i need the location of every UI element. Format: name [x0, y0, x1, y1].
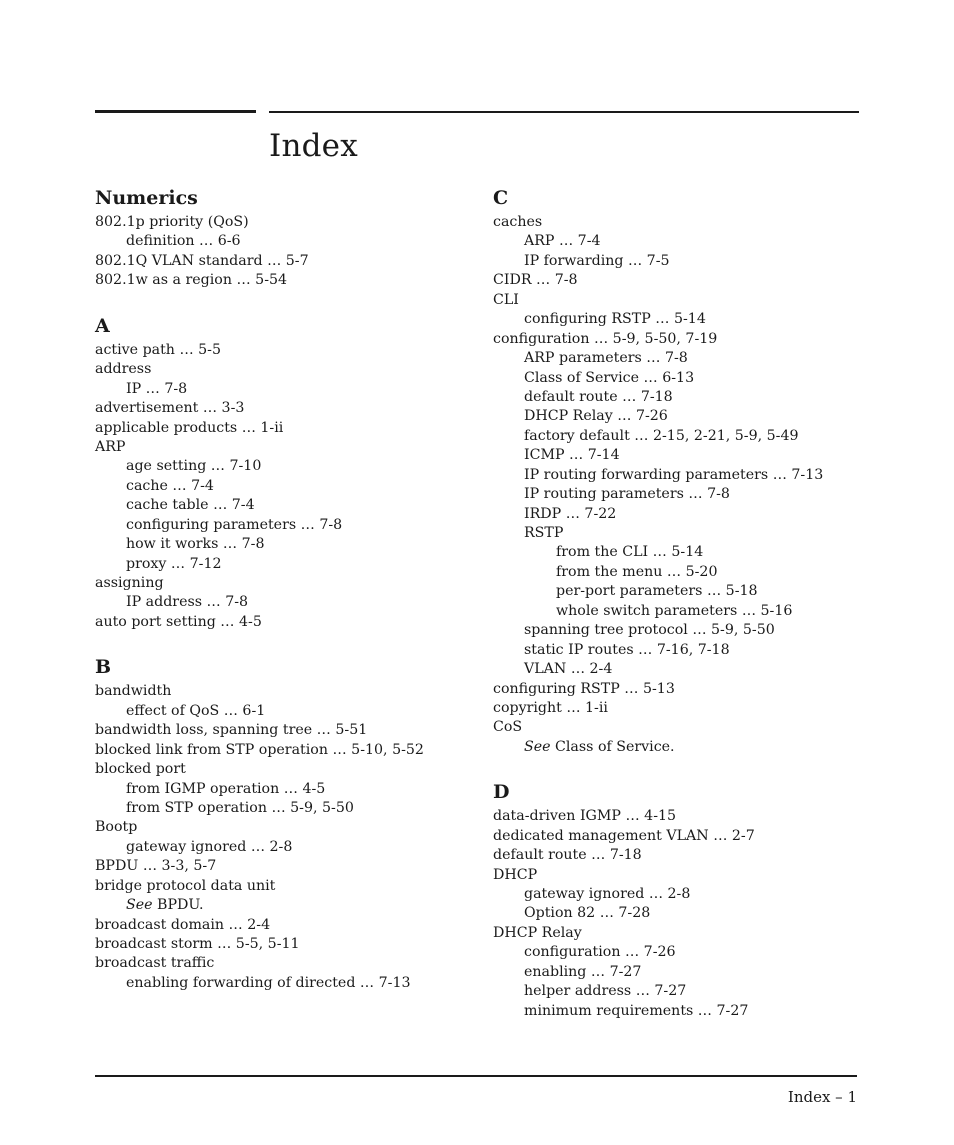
index-subentry: [493, 982, 893, 1001]
index-entry: [95, 213, 480, 232]
section-heading: C: [493, 187, 509, 209]
entry-text: CLI: [493, 291, 519, 308]
entry-text: broadcast domain … 2-4: [95, 916, 271, 933]
entry-text: IP forwarding … 7-5: [524, 252, 670, 269]
index-entry: [95, 916, 480, 935]
section-spacer: [95, 291, 480, 311]
section-heading: B: [95, 656, 112, 679]
entry-text: DHCP Relay … 7-26: [524, 408, 668, 425]
index-subentry: [493, 349, 893, 368]
index-subentry: [493, 388, 893, 407]
section-heading: A: [95, 314, 110, 337]
entry-text: minimum requirements … 7-27: [524, 1002, 749, 1019]
index-subentry: [95, 477, 480, 496]
entry-text: cache … 7-4: [126, 477, 214, 494]
index-entry: [95, 613, 480, 632]
entry-text: bridge protocol data unit: [95, 877, 276, 894]
index-subentry: [95, 232, 480, 251]
entry-text: default route … 7-18: [524, 388, 673, 405]
index-entry: [493, 291, 893, 310]
index-subentry: [493, 904, 893, 923]
header-rule-long: [269, 111, 859, 113]
index-subentry: [95, 496, 480, 515]
index-entry: [95, 574, 480, 593]
entry-text: per-port parameters … 5-18: [556, 583, 758, 600]
entry-text: enabling … 7-27: [524, 963, 642, 980]
index-entry: [95, 438, 480, 457]
entry-text: from the CLI … 5-14: [556, 544, 704, 561]
index-subentry: [493, 232, 893, 251]
index-subentry: [493, 563, 893, 582]
index-entry: [95, 252, 480, 271]
index-subentry: [493, 252, 893, 271]
entry-text: IP address … 7-8: [126, 594, 249, 611]
index-subentry: [95, 457, 480, 476]
index-entry: [95, 341, 480, 360]
section-spacer: [493, 757, 893, 777]
entry-text: configuring RSTP … 5-13: [493, 680, 675, 697]
entry-text: address: [95, 361, 152, 378]
index-subentry: [493, 369, 893, 388]
entry-text: ARP … 7-4: [524, 233, 601, 250]
section-heading: Numerics: [95, 187, 198, 209]
index-entry: [95, 935, 480, 954]
entry-text: DHCP: [493, 866, 538, 883]
entry-text: ICMP … 7-14: [524, 447, 620, 464]
entry-text: age setting … 7-10: [126, 458, 262, 475]
index-entry: [95, 721, 480, 740]
entry-text: configuring RSTP … 5-14: [524, 311, 706, 328]
page-title: Index: [269, 128, 358, 164]
index-entry: [493, 807, 893, 826]
entry-text: gateway ignored … 2-8: [524, 886, 691, 902]
section-heading: D: [493, 781, 510, 804]
entry-text: ARP: [95, 438, 126, 455]
index-entry: [493, 866, 893, 885]
entry-text: 802.1p priority (QoS): [95, 214, 249, 230]
index-subentry: [493, 885, 893, 904]
index-subentry: [493, 543, 893, 562]
entry-text: caches: [493, 214, 543, 230]
index-subentry: [493, 943, 893, 962]
index-entry: [95, 954, 480, 973]
entry-text: configuring parameters … 7-8: [126, 516, 343, 533]
index-subentry: [95, 380, 480, 399]
see-reference-label: See: [126, 897, 153, 914]
entry-text: CoS: [493, 719, 523, 736]
entry-text: bandwidth: [95, 683, 172, 700]
entry-text: Class of Service … 6-13: [524, 369, 695, 386]
entry-text: default route … 7-18: [493, 847, 642, 864]
index-subentry: [493, 524, 893, 543]
entry-text: helper address … 7-27: [524, 983, 687, 1000]
index-subentry: [493, 621, 893, 640]
index-subentry: [493, 466, 893, 485]
index-entry: [95, 857, 480, 876]
index-subentry: [493, 660, 893, 679]
index-entry: [95, 760, 480, 779]
index-subentry: [493, 738, 893, 757]
entry-text: applicable products … 1-ii: [95, 419, 284, 436]
index-entry: [493, 699, 893, 718]
entry-text: cache table … 7-4: [126, 497, 255, 514]
index-entry: [95, 360, 480, 379]
entry-text: copyright … 1-ii: [493, 699, 608, 716]
index-subentry: [493, 1002, 893, 1021]
entry-text: definition … 6-6: [126, 233, 241, 250]
entry-text: blocked link from STP operation … 5-10, 5-52: [95, 741, 424, 758]
index-subentry: [95, 780, 480, 799]
entry-text: Bootp: [95, 819, 138, 836]
entry-text: bandwidth loss, spanning tree … 5-51: [95, 722, 368, 739]
entry-text: CIDR … 7-8: [493, 272, 578, 289]
index-subentry: [493, 310, 893, 329]
index-subentry: [95, 593, 480, 612]
entry-text: from the menu … 5-20: [556, 563, 718, 580]
entry-text: static IP routes … 7-16, 7-18: [524, 641, 730, 658]
entry-text: how it works … 7-8: [126, 536, 265, 553]
section-spacer: [95, 632, 480, 652]
entry-text: configuration … 7-26: [524, 944, 676, 961]
entry-text: VLAN … 2-4: [524, 661, 613, 678]
entry-text: spanning tree protocol … 5-9, 5-50: [524, 622, 775, 639]
index-subentry: [493, 485, 893, 504]
entry-text: gateway ignored … 2-8: [126, 838, 293, 855]
index-entry: [95, 419, 480, 438]
index-entry: [493, 330, 893, 349]
entry-text: configuration … 5-9, 5-50, 7-19: [493, 330, 718, 347]
entry-text: active path … 5-5: [95, 341, 221, 358]
entry-text: auto port setting … 4-5: [95, 613, 262, 630]
entry-text: IP … 7-8: [126, 380, 188, 397]
index-subentry: [493, 641, 893, 660]
index-entry: [95, 399, 480, 418]
index-column-right: [493, 183, 893, 1021]
entry-text: whole switch parameters … 5-16: [556, 602, 793, 619]
index-entry: [493, 271, 893, 290]
index-entry: [95, 741, 480, 760]
entry-text: factory default … 2-15, 2-21, 5-9, 5-49: [524, 427, 799, 444]
index-subentry: [95, 535, 480, 554]
index-subentry: [95, 799, 480, 818]
index-subentry: [493, 963, 893, 982]
entry-text: from STP operation … 5-9, 5-50: [126, 799, 354, 816]
index-subentry: [95, 702, 480, 721]
entry-text: 802.1w as a region … 5-54: [95, 272, 288, 289]
index-subentry: [95, 516, 480, 535]
index-entry: [493, 680, 893, 699]
entry-text: broadcast storm … 5-5, 5-11: [95, 936, 300, 952]
entry-text: Option 82 … 7-28: [524, 905, 651, 922]
index-subentry: [95, 555, 480, 574]
entry-text: IP routing parameters … 7-8: [524, 486, 730, 503]
index-subentry: [95, 974, 480, 993]
entry-text: data-driven IGMP … 4-15: [493, 808, 677, 825]
index-subentry: [95, 838, 480, 857]
index-subentry: [493, 505, 893, 524]
index-entry: [95, 877, 480, 896]
footer-rule: [95, 1075, 857, 1077]
index-subentry: [493, 582, 893, 601]
index-subentry: [493, 602, 893, 621]
index-entry: [493, 846, 893, 865]
index-entry: [493, 213, 893, 232]
see-reference-label: See: [524, 738, 551, 755]
entry-text: ARP parameters … 7-8: [524, 350, 688, 367]
entry-text: from IGMP operation … 4-5: [126, 780, 326, 797]
index-subentry: [493, 446, 893, 465]
entry-text: RSTP: [524, 525, 564, 541]
entry-text: IP routing forwarding parameters … 7-13: [524, 466, 824, 483]
entry-text: advertisement … 3-3: [95, 400, 245, 417]
page-footer: Index – 1: [787, 1088, 857, 1106]
entry-text: 802.1Q VLAN standard … 5-7: [95, 252, 309, 269]
entry-text: IRDP … 7-22: [524, 505, 617, 522]
index-entry: [493, 718, 893, 737]
entry-text: Class of Service.: [555, 738, 675, 755]
index-subentry: [493, 407, 893, 426]
entry-text: effect of QoS … 6-1: [126, 702, 266, 719]
header-rule-short: [95, 110, 256, 113]
entry-text: assigning: [95, 575, 164, 591]
entry-text: dedicated management VLAN … 2-7: [493, 827, 755, 844]
entry-text: enabling forwarding of directed … 7-13: [126, 974, 411, 991]
index-column-left: [95, 183, 480, 993]
entry-text: blocked port: [95, 761, 186, 778]
index-entry: [493, 924, 893, 943]
entry-text: DHCP Relay: [493, 924, 582, 941]
index-entry: [95, 682, 480, 701]
index-entry: [95, 818, 480, 837]
index-subentry: [493, 427, 893, 446]
entry-text: BPDU … 3-3, 5-7: [95, 858, 217, 875]
entry-text: proxy … 7-12: [126, 555, 222, 572]
index-entry: [95, 271, 480, 290]
index-subentry: [95, 896, 480, 915]
entry-text: broadcast traffic: [95, 955, 215, 972]
index-entry: [493, 827, 893, 846]
entry-text: BPDU.: [157, 897, 204, 914]
